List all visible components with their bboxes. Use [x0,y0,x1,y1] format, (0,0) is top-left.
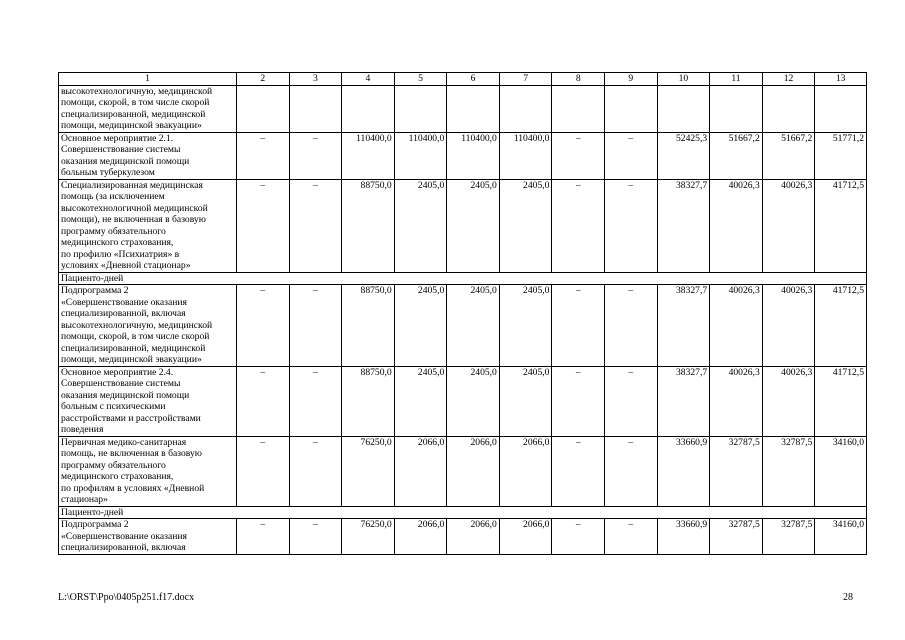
table-cell: – [289,436,342,506]
table-cell [499,85,552,132]
table-row [59,436,867,506]
table-cell: – [236,132,289,179]
table-cell: 2066,0 [499,519,552,555]
table-cell: 41712,5 [815,366,867,436]
table-cell: 2405,0 [447,285,500,367]
section-row [59,506,867,519]
table-cell [552,85,605,132]
table-cell: – [552,436,605,506]
table-cell: – [289,285,342,367]
table-cell: 110400,0 [342,132,395,179]
table-cell: 2066,0 [499,436,552,506]
row-title: Подпрограмма 2 «Совершенствование оказания специализированной, включая [59,519,237,555]
table-cell: 32787,5 [762,436,815,506]
table-cell: 40026,3 [762,366,815,436]
section-label: Пациенто-дней [59,506,867,519]
table-cell: 32787,5 [762,519,815,555]
table-cell: 2405,0 [499,285,552,367]
table-cell: 38327,7 [657,366,710,436]
table-cell [447,85,500,132]
table-cell: 2066,0 [447,436,500,506]
table-cell: – [605,285,658,367]
table-cell: 51771,2 [815,132,867,179]
table-cell: 38327,7 [657,179,710,272]
table-cell: 2405,0 [394,179,447,272]
table-cell: – [289,132,342,179]
table-cell: – [605,132,658,179]
table-cell [289,85,342,132]
table-cell: 2405,0 [499,179,552,272]
footer-file-path: L:\ORST\Ppo\0405p251.f17.docx [58,592,195,603]
column-header-3: 3 [289,73,342,86]
row-title: Основное мероприятие 2.1. Совершенствование системы оказания медицинской помощи больным туберкулезом [59,132,237,179]
table-cell: 34160,0 [815,519,867,555]
table-cell: – [552,285,605,367]
section-row [59,272,867,285]
column-header-12: 12 [762,73,815,86]
table-row [59,179,867,272]
table-cell: 2405,0 [447,366,500,436]
table-cell: – [236,436,289,506]
column-header-13: 13 [815,73,867,86]
column-header-9: 9 [605,73,658,86]
table-cell: – [289,179,342,272]
table-cell: – [236,179,289,272]
table-cell: 2405,0 [499,366,552,436]
column-header-5: 5 [394,73,447,86]
footer-page-number: 28 [843,592,853,603]
table-cell: 40026,3 [710,285,763,367]
table-cell: 88750,0 [342,285,395,367]
column-header-1: 1 [59,73,237,86]
row-title: Подпрограмма 2 «Совершенствование оказания специализированной, включая высокотехнологичную, медицинской помощи, скорой, в том числе скорой специализированной, медицинской помощи, медицинской эвакуации» [59,285,237,367]
table-row [59,85,867,132]
table-cell: 40026,3 [710,179,763,272]
column-header-10: 10 [657,73,710,86]
table-cell [236,85,289,132]
table-cell: 34160,0 [815,436,867,506]
table-cell: 2405,0 [447,179,500,272]
table-cell: – [236,519,289,555]
table-cell: 33660,9 [657,436,710,506]
table-cell [342,85,395,132]
column-header-6: 6 [447,73,500,86]
table-row [59,366,867,436]
table-cell: – [236,366,289,436]
table-cell: – [552,366,605,436]
row-title: Специализированная медицинская помощь (за исключением высокотехнологичной медицинской помощи), не включенная в базовую программу обязательного медицинского страхования, по профилю «Психиатрия» в условиях «Дневной стационар» [59,179,237,272]
table-cell: 38327,7 [657,285,710,367]
column-header-8: 8 [552,73,605,86]
table-cell [657,85,710,132]
table-cell: 51667,2 [710,132,763,179]
table-cell: 2066,0 [447,519,500,555]
table-cell: 32787,5 [710,519,763,555]
table-cell: 110400,0 [499,132,552,179]
table-cell [394,85,447,132]
table-cell: 88750,0 [342,179,395,272]
table-header-row [59,73,867,86]
row-title: Первичная медико-санитарная помощь, не включенная в базовую программу обязательного медицинского страхования, по профилям в условиях «Дневной стационар» [59,436,237,506]
row-title: Основное мероприятие 2.4. Совершенствование системы оказания медицинской помощи больным с психическими расстройствами и расстройствами поведения [59,366,237,436]
table-cell: – [605,519,658,555]
table-cell: 110400,0 [394,132,447,179]
data-table [58,72,867,555]
table-cell: 52425,3 [657,132,710,179]
table-cell: 2066,0 [394,519,447,555]
table-cell: 51667,2 [762,132,815,179]
table-cell: – [605,436,658,506]
table-cell: – [236,285,289,367]
row-title: высокотехнологичную, медицинской помощи, скорой, в том числе скорой специализированной, медицинской помощи, медицинской эвакуации» [59,85,237,132]
table-cell: – [289,366,342,436]
table-row [59,519,867,555]
table-cell: 40026,3 [710,366,763,436]
table-cell: 2066,0 [394,436,447,506]
table-cell: 41712,5 [815,285,867,367]
table-cell: – [552,179,605,272]
table-cell: 41712,5 [815,179,867,272]
table-cell: 2405,0 [394,285,447,367]
table-cell: – [605,366,658,436]
column-header-7: 7 [499,73,552,86]
column-header-2: 2 [236,73,289,86]
table-cell: 40026,3 [762,285,815,367]
table-body [59,85,867,554]
table-cell: 33660,9 [657,519,710,555]
column-header-11: 11 [710,73,763,86]
table-cell [710,85,763,132]
table-cell: – [552,519,605,555]
table-cell [605,85,658,132]
table-cell [762,85,815,132]
table-cell: – [289,519,342,555]
table-cell: 88750,0 [342,366,395,436]
table-cell: 2405,0 [394,366,447,436]
table-cell: – [605,179,658,272]
column-header-4: 4 [342,73,395,86]
table-cell: 32787,5 [710,436,763,506]
table-cell: 40026,3 [762,179,815,272]
table-cell: 110400,0 [447,132,500,179]
table-cell: 76250,0 [342,519,395,555]
table-cell: – [552,132,605,179]
table-cell: 76250,0 [342,436,395,506]
section-label: Пациенто-дней [59,272,867,285]
table-row [59,285,867,367]
table-row [59,132,867,179]
table-cell [815,85,867,132]
